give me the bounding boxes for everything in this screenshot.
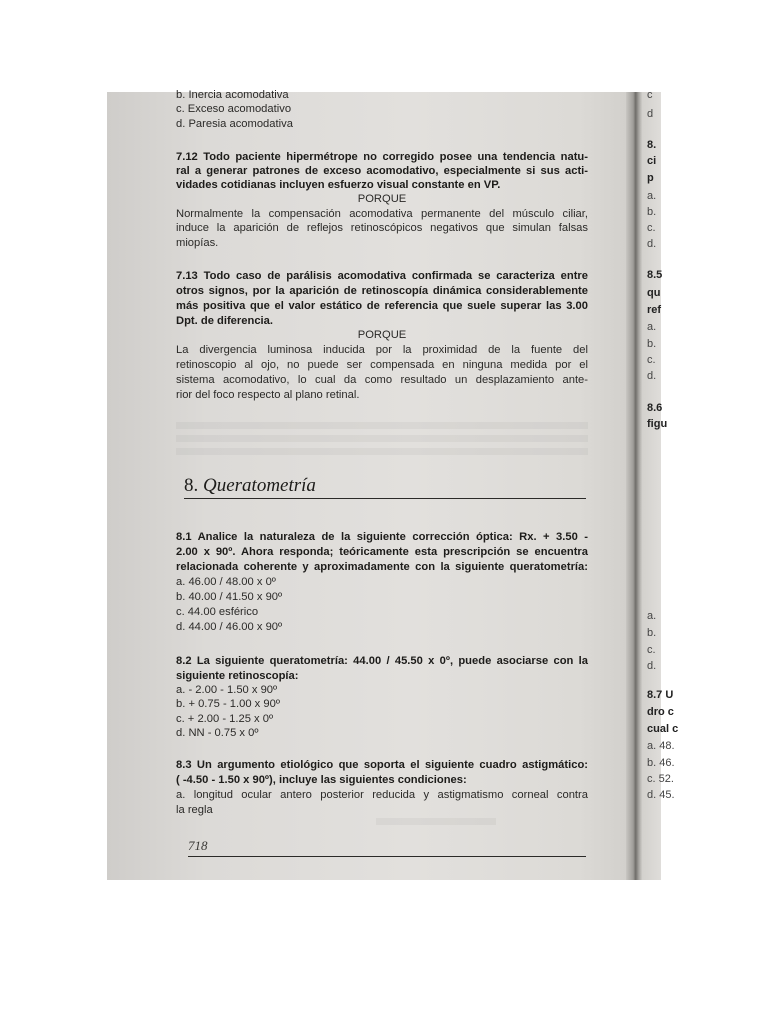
- right-page-fragment: b.: [647, 206, 657, 218]
- q81-line-2: 2.00 x 90º. Ahora responda; teóricamente esta prescripción se encuentra: [176, 546, 588, 558]
- show-through: [176, 448, 588, 455]
- right-page-fragment: a.: [647, 190, 657, 202]
- q82-option-d: d. NN - 0.75 x 0º: [176, 727, 259, 739]
- q83-line-2: ( -4.50 - 1.50 x 90º), incluye las siguientes condiciones:: [176, 774, 467, 786]
- right-page-fragment: d.: [647, 660, 657, 672]
- q82-line-1: 8.2 La siguiente queratometría: 44.00 / 45.50 x 0º, puede asociarse con la: [176, 655, 588, 667]
- right-page-fragment: d. 45.: [647, 789, 675, 801]
- right-page-fragment: dro c: [647, 706, 674, 718]
- q83-option-a-line-1: a. longitud ocular antero posterior reducida y astigmatismo corneal contra: [176, 789, 588, 801]
- right-page-fragment: 8.7 U: [647, 689, 674, 701]
- q713-reason-2: retinoscopio al ojo, no puede ser compensada en ninguna medida por el: [176, 359, 588, 371]
- book-photo: [107, 89, 679, 880]
- q83-option-a-line-2: la regla: [176, 804, 213, 816]
- show-through: [176, 422, 588, 429]
- section-number: 8.: [184, 475, 199, 496]
- q81-option-c: c. 44.00 esférico: [176, 606, 259, 618]
- q82-option-c: c. + 2.00 - 1.25 x 0º: [176, 713, 274, 725]
- right-page-fragment: c: [647, 89, 653, 101]
- q713-reason-4: rior del foco respecto al plano retinal.: [176, 389, 360, 401]
- right-page-fragment: p: [647, 172, 654, 184]
- right-page-fragment: a.: [647, 321, 657, 333]
- right-page-fragment: b. 46.: [647, 757, 675, 769]
- right-page-edge: [642, 89, 679, 880]
- prev-option-d: d. Paresia acomodativa: [176, 118, 293, 130]
- right-page-fragment: figu: [647, 418, 668, 430]
- q83-line-1: 8.3 Un argumento etiológico que soporta el siguiente cuadro astigmático:: [176, 759, 588, 771]
- q712-porque: PORQUE: [357, 193, 407, 205]
- q82-option-a: a. - 2.00 - 1.50 x 90º: [176, 684, 278, 696]
- q712-line-2: ral a generar patrones de exceso acomodativo, especialmente si sus acti-: [176, 165, 588, 177]
- q713-line-1: 7.13 Todo caso de parálisis acomodativa confirmada se caracteriza entre: [176, 270, 588, 282]
- q713-porque: PORQUE: [357, 329, 407, 341]
- q713-line-4: Dpt. de diferencia.: [176, 315, 273, 327]
- prev-option-b: b. Inercia acomodativa: [176, 89, 289, 101]
- right-page-fragment: qu: [647, 287, 661, 299]
- right-page-fragment: ci: [647, 155, 657, 167]
- page-number: 718: [188, 838, 208, 853]
- q713-line-2: otros signos, por la aparición de retinoscopía dinámica considerablemente: [176, 285, 588, 297]
- q712-reason-1: Normalmente la compensación acomodativa permanente del músculo ciliar,: [176, 208, 588, 220]
- q81-option-a: a. 46.00 / 48.00 x 0º: [176, 576, 276, 588]
- book-gutter: [626, 92, 642, 880]
- right-page-fragment: d: [647, 108, 654, 120]
- section-title: Queratometría: [203, 475, 316, 496]
- right-page-fragment: 8.5: [647, 269, 663, 281]
- q712-line-1: 7.12 Todo paciente hipermétrope no corregido posee una tendencia natu-: [176, 151, 588, 163]
- q82-line-2: siguiente retinoscopía:: [176, 670, 299, 682]
- right-page-fragment: 8.: [647, 139, 657, 151]
- q81-line-3: relacionada coherente y aproximadamente con la siguiente queratometría:: [176, 561, 588, 573]
- section-heading: [184, 475, 586, 499]
- page-footer: [188, 838, 586, 857]
- right-page-fragment: a.: [647, 610, 657, 622]
- prev-option-c: c. Exceso acomodativo: [176, 103, 292, 115]
- show-through: [176, 435, 588, 442]
- q81-option-d: d. 44.00 / 46.00 x 90º: [176, 621, 283, 633]
- right-page-fragment: b.: [647, 627, 657, 639]
- right-page-fragment: c.: [647, 644, 656, 656]
- q713-reason-3: sistema acomodativo, lo cual da como resultado un desplazamiento ante-: [176, 374, 588, 386]
- right-page-fragment: c. 52.: [647, 773, 674, 785]
- q712-reason-2: induce la aparición de reflejos retinoscópicos negativos que simulan falsas: [176, 222, 588, 234]
- right-page-fragment: 8.6: [647, 402, 663, 414]
- q81-line-1: 8.1 Analice la naturaleza de la siguiente corrección óptica: Rx. + 3.50 -: [176, 531, 588, 543]
- q712-reason-3: miopías.: [176, 237, 219, 249]
- show-through: [376, 818, 496, 825]
- right-page-fragment: ref: [647, 304, 662, 316]
- q81-option-b: b. 40.00 / 41.50 x 90º: [176, 591, 283, 603]
- right-page-fragment: d.: [647, 370, 657, 382]
- right-page-fragment: d.: [647, 238, 657, 250]
- right-page-fragment: c.: [647, 222, 656, 234]
- right-page-fragment: a. 48.: [647, 740, 675, 752]
- q713-line-3: más positiva que el valor estático de referencia que suele superar las 3.00: [176, 300, 588, 312]
- right-page-fragment: b.: [647, 338, 657, 350]
- right-page-fragment: cual c: [647, 723, 679, 735]
- q82-option-b: b. + 0.75 - 1.00 x 90º: [176, 698, 280, 710]
- q712-line-3: vidades cotidianas incluyen esfuerzo visual constante en VP.: [176, 179, 501, 191]
- q713-reason-1: La divergencia luminosa inducida por la proximidad de la fuente del: [176, 344, 588, 356]
- right-page-fragment: c.: [647, 354, 656, 366]
